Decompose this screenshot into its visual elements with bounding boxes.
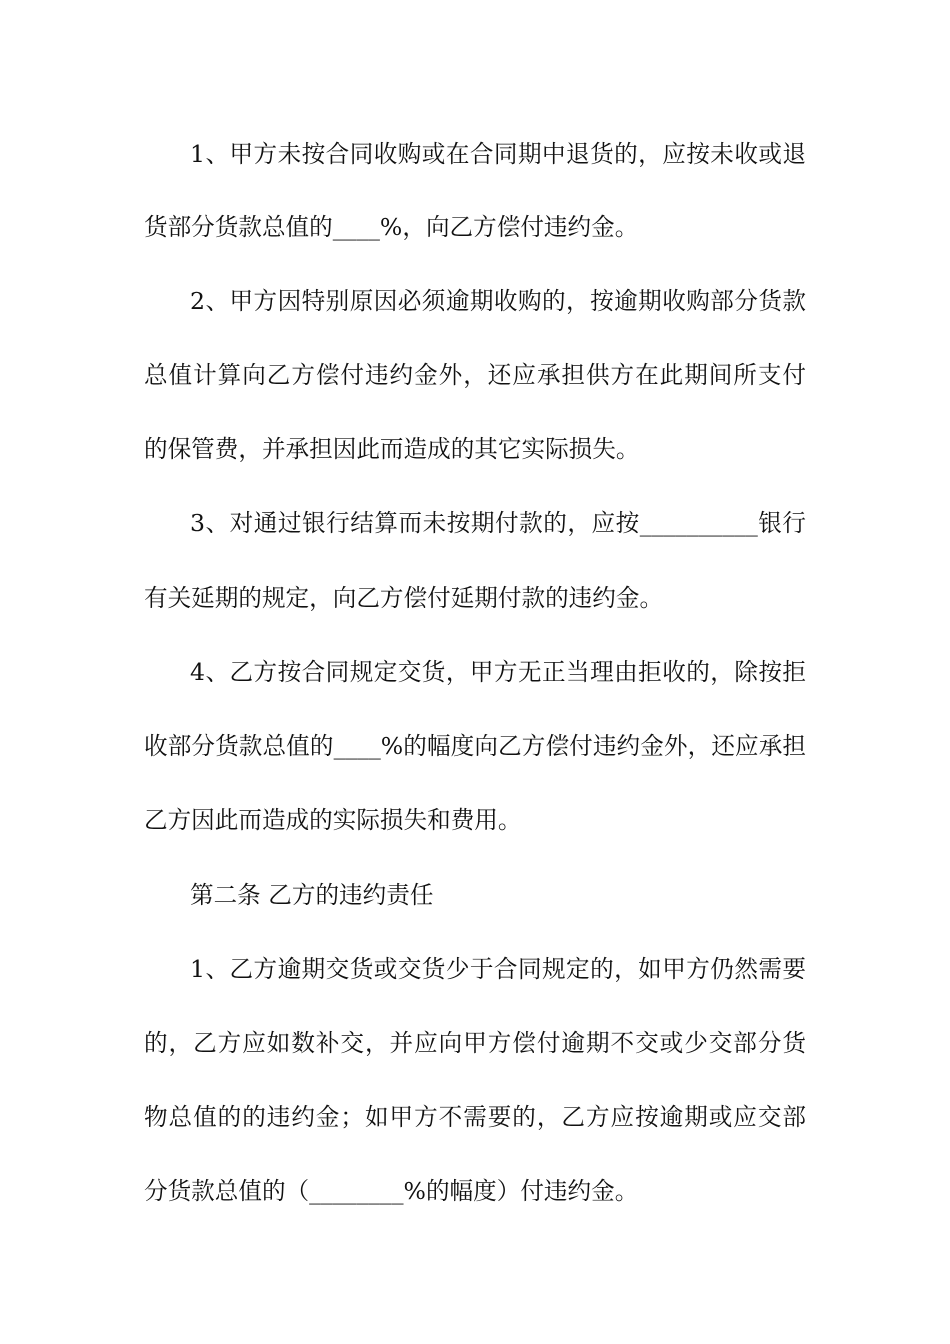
para5-line3: 物总值的的违约金；如甲方不需要的，乙方应按逾期或应交部	[144, 1103, 806, 1131]
para2-line3: 的保管费，并承担因此而造成的其它实际损失。	[144, 435, 640, 463]
para1-line2: 货部分货款总值的____%，向乙方偿付违约金。	[144, 213, 639, 241]
para4-line3: 乙方因此而造成的实际损失和费用。	[144, 806, 522, 834]
para4-line1: 4、乙方按合同规定交货，甲方无正当理由拒收的，除按拒	[190, 658, 806, 686]
para5-line2: 的，乙方应如数补交，并应向甲方偿付逾期不交或少交部分货	[144, 1029, 806, 1057]
para3-line2: 有关延期的规定，向乙方偿付延期付款的违约金。	[144, 584, 664, 612]
para5-line4: 分货款总值的（________%的幅度）付违约金。	[144, 1177, 639, 1205]
para2-line1: 2、甲方因特别原因必须逾期收购的，按逾期收购部分货款	[190, 287, 806, 315]
section-heading: 第二条 乙方的违约责任	[190, 881, 434, 909]
para3-line1: 3、对通过银行结算而未按期付款的，应按__________银行	[190, 509, 806, 537]
para2-line2: 总值计算向乙方偿付违约金外，还应承担供方在此期间所支付	[144, 361, 806, 389]
para1-line1: 1、甲方未按合同收购或在合同期中退货的，应按未收或退	[190, 140, 806, 168]
para5-line1: 1、乙方逾期交货或交货少于合同规定的，如甲方仍然需要	[190, 955, 806, 983]
para4-line2: 收部分货款总值的____%的幅度向乙方偿付违约金外，还应承担	[144, 732, 806, 760]
